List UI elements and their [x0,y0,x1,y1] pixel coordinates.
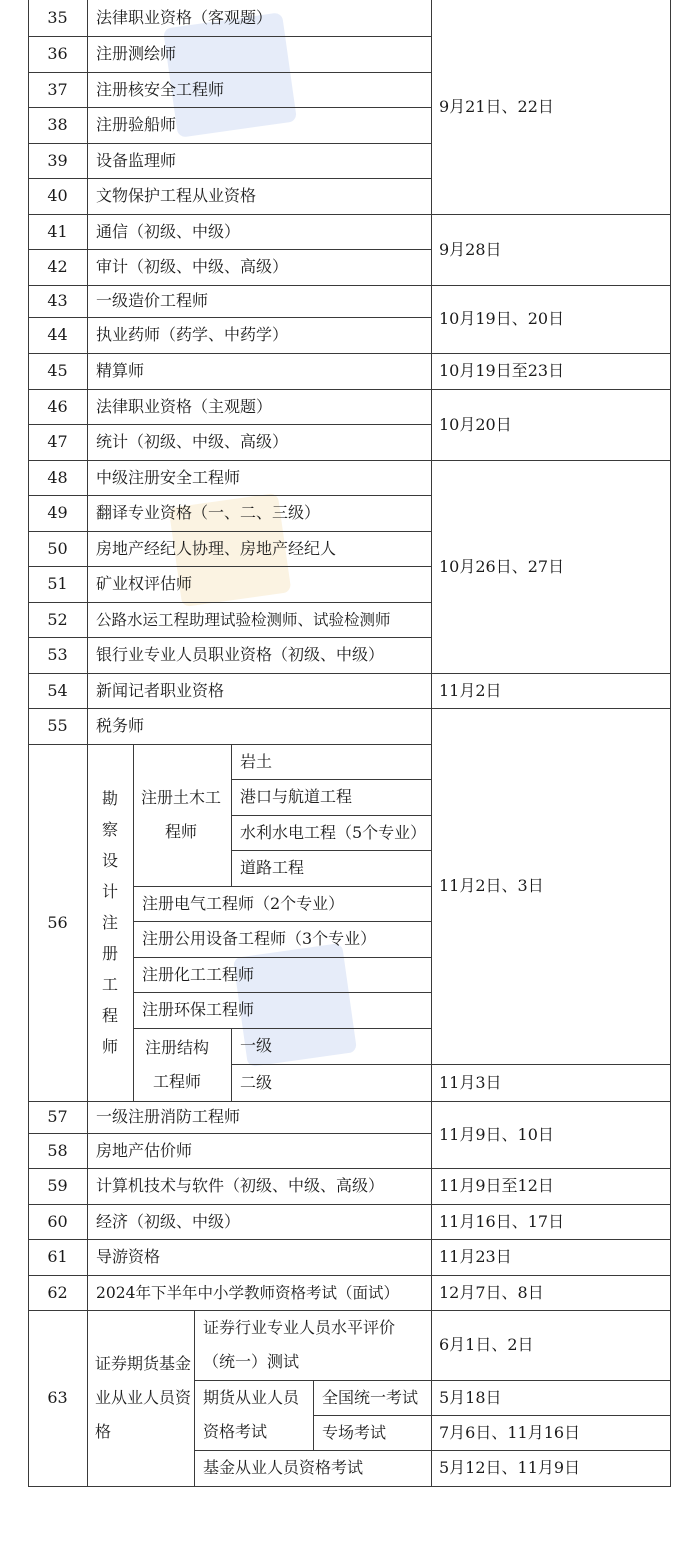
exam-date: 10月19日、20日 [439,309,565,328]
row-number: 42 [47,257,68,276]
row-number: 60 [47,1211,68,1231]
exam-name: 注册测绘师 [96,44,177,63]
row-number: 37 [47,79,68,99]
row-number: 56 [47,912,68,932]
exam-name: 计算机技术与软件（初级、中级、高级） [96,1176,385,1195]
exam-specialty: 水利水电工程（5个专业） [240,822,427,842]
exam-level: 专场考试 [322,1422,387,1442]
exam-name: 经济（初级、中级） [96,1211,241,1231]
exam-date: 10月26日、27日 [439,556,565,576]
exam-subgroup: 注册化工工程师 [142,964,255,984]
exam-date: 11月2日 [439,680,502,700]
exam-date: 5月18日 [439,1387,502,1407]
row-number: 61 [47,1247,68,1266]
exam-subgroup-text: 注册结构工程师 [144,1037,209,1091]
exam-subgroup: 注册环保工程师 [142,1000,255,1019]
row-number: 39 [47,150,68,170]
exam-name: 矿业权评估师 [96,574,193,593]
row-number: 46 [47,396,68,416]
exam-date: 11月9日至12日 [439,1176,554,1195]
exam-name: 执业药师（药学、中药学） [96,325,289,344]
row-number: 47 [47,432,68,451]
exam-date: 11月16日、17日 [439,1211,565,1231]
exam-group-text: 勘察设计注册工程师 [101,789,118,1056]
exam-date: 5月12日、11月9日 [439,1458,581,1477]
exam-specialty: 港口与航道工程 [240,787,353,806]
exam-name: 银行业专业人员职业资格（初级、中级） [96,645,385,664]
row-number: 57 [47,1107,68,1126]
exam-group-text: 证券期货基金业从业人员资格 [95,1354,192,1441]
row-number: 53 [47,645,68,664]
exam-name: 文物保护工程从业资格 [96,186,257,205]
row-number: 48 [47,467,68,487]
exam-name: 房地产经纪人协理、房地产经纪人 [96,538,337,558]
exam-specialty: 岩土 [240,751,273,771]
exam-date: 9月28日 [439,239,502,259]
exam-name: 导游资格 [96,1247,161,1266]
exam-date: 10月20日 [439,414,512,434]
exam-name: 税务师 [96,716,145,735]
row-number: 63 [47,1388,68,1407]
exam-specialty: 道路工程 [240,858,305,877]
exam-name: 审计（初级、中级、高级） [96,257,289,276]
exam-date: 11月23日 [439,1247,512,1266]
row-number: 38 [47,115,68,134]
exam-level: 二级 [240,1072,273,1092]
row-number: 40 [47,186,68,205]
row-number: 52 [47,609,68,629]
row-number: 44 [47,325,68,344]
exam-name: 注册验船师 [96,115,177,134]
exam-name: 统计（初级、中级、高级） [96,432,289,451]
exam-subgroup: 基金从业人员资格考试 [203,1458,364,1477]
exam-subgroup-text: 证券行业专业人员水平评价（统一）测试 [203,1318,396,1371]
exam-name: 2024年下半年中小学教师资格考试（面试） [96,1283,399,1302]
exam-level: 全国统一考试 [322,1387,419,1407]
row-number: 43 [47,291,68,310]
row-number: 54 [47,680,68,700]
exam-name: 中级注册安全工程师 [96,467,241,487]
row-number: 59 [47,1176,68,1195]
exam-date: 11月2日、3日 [439,876,544,895]
exam-name: 设备监理师 [96,150,177,170]
exam-name: 一级造价工程师 [96,291,209,310]
exam-name: 法律职业资格（客观题） [96,8,273,27]
exam-name: 一级注册消防工程师 [96,1107,241,1126]
row-number: 35 [47,8,68,27]
row-number: 62 [47,1282,68,1302]
exam-name: 注册核安全工程师 [96,79,225,99]
row-number: 50 [47,538,68,558]
exam-subgroup-text: 注册土木工程师 [141,788,222,841]
row-number: 45 [47,361,68,380]
exam-subgroup: 注册公用设备工程师（3个专业） [142,929,377,948]
exam-name: 翻译专业资格（一、二、三级） [96,503,321,522]
row-number: 49 [47,503,68,522]
exam-name: 房地产估价师 [96,1140,193,1160]
exam-name: 精算师 [96,361,145,380]
exam-subgroup-text: 期货从业人员资格考试 [203,1388,300,1441]
row-number: 58 [47,1140,68,1160]
exam-date: 12月7日、8日 [439,1282,544,1302]
exam-date: 7月6日、11月16日 [439,1422,581,1442]
exam-subgroup: 注册电气工程师（2个专业） [142,893,345,913]
exam-name: 通信（初级、中级） [96,221,241,241]
row-number: 41 [47,221,68,241]
exam-date: 6月1日、2日 [439,1335,534,1354]
exam-date: 11月3日 [439,1072,502,1092]
row-number: 55 [47,716,68,735]
exam-name: 法律职业资格（主观题） [96,396,273,416]
row-number: 51 [47,574,68,593]
exam-level: 一级 [240,1036,273,1055]
exam-name: 新闻记者职业资格 [96,680,225,700]
exam-date: 9月21日、22日 [439,97,554,116]
row-number: 36 [47,44,68,63]
exam-name: 公路水运工程助理试验检测师、试验检测师 [96,610,391,629]
exam-date: 10月19日至23日 [439,361,565,380]
exam-date: 11月9日、10日 [439,1124,554,1144]
